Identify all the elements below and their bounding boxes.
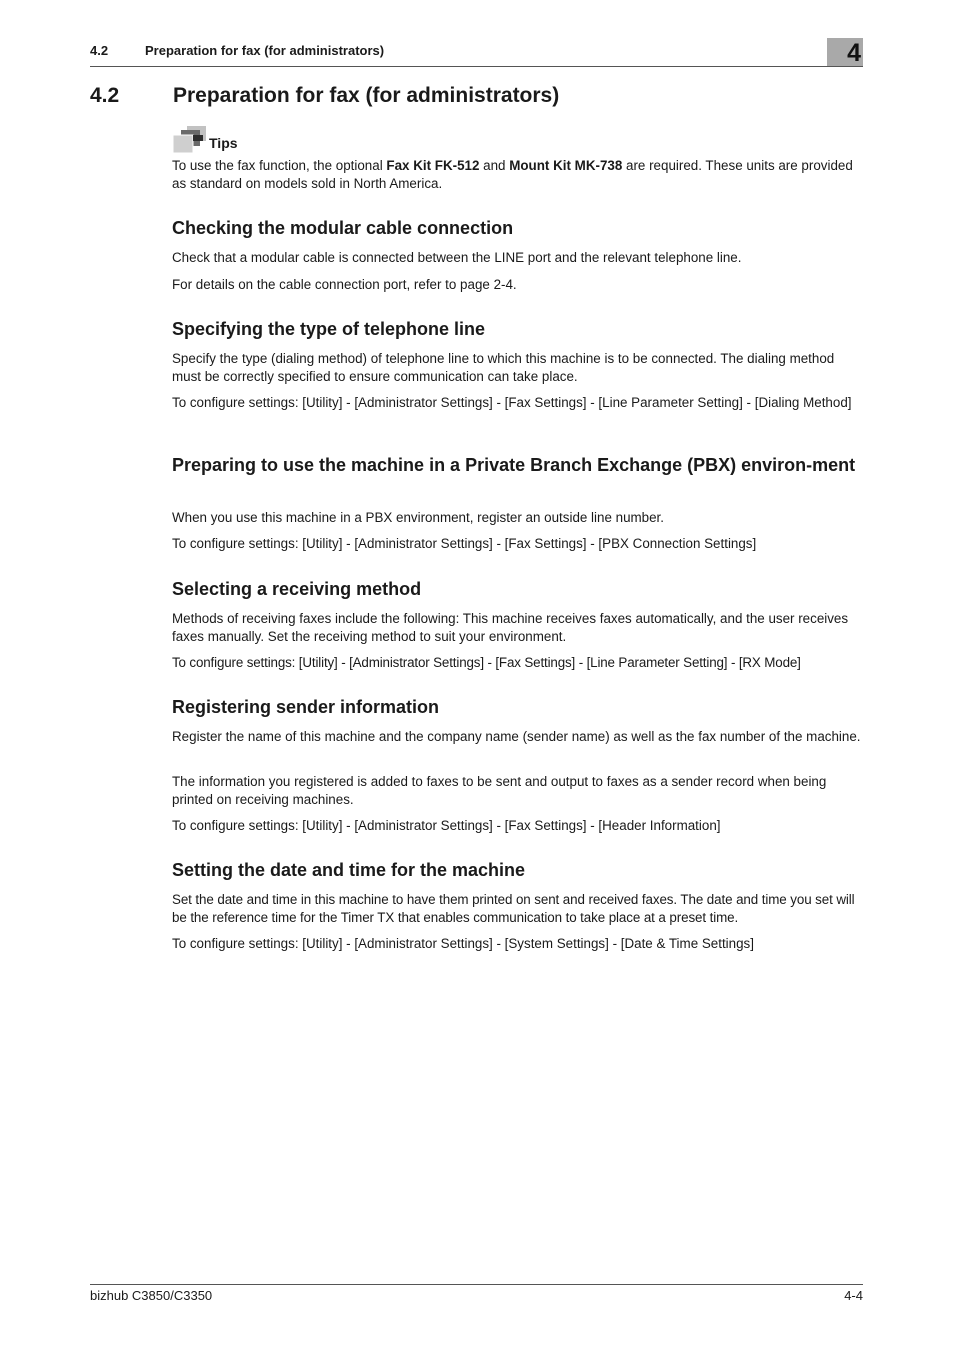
section-pbx <box>172 454 864 477</box>
tips-text <box>172 157 864 193</box>
section-paragraph-wrap <box>172 509 864 527</box>
mount-kit-name: Mount Kit MK-738 <box>509 158 623 173</box>
section-modular-cable <box>172 217 864 240</box>
section-paragraph-wrap <box>172 891 864 927</box>
tips-text-part: and <box>479 158 510 173</box>
section-sender-info <box>172 696 864 719</box>
section-date-time <box>172 859 864 882</box>
section-paragraph-wrap <box>172 610 864 646</box>
section-heading: Setting the date and time for the machine <box>172 860 526 880</box>
section-receiving-method <box>172 578 864 601</box>
section-paragraph: Specify the type (dialing method) of telephone line to which this machine is to be connected. The dialing method must be correctly specified to ensure communication can take place. <box>172 351 835 384</box>
section-paragraph-wrap <box>172 773 864 809</box>
section-paragraph-wrap <box>172 276 864 294</box>
section-paragraph: Set the date and time in this machine to have them printed on sent and received faxes. The date and time you set will be the reference time for the Timer TX that enables communication to take place at a preset time. <box>172 892 855 925</box>
tips-icon <box>172 126 208 154</box>
header-section-number: 4.2 <box>90 43 109 58</box>
section-telephone-line <box>172 318 864 341</box>
page-title <box>90 84 559 108</box>
section-heading: Checking the modular cable connection <box>172 218 514 238</box>
page-title-number: 4.2 <box>90 84 120 107</box>
section-paragraph: To configure settings: [Utility] - [Administrator Settings] - [System Settings] - [Date & Time Settings] <box>172 936 754 951</box>
tips-text-part: To use the fax function, the optional <box>172 158 387 173</box>
section-paragraph-wrap <box>172 935 864 953</box>
section-paragraph: Register the name of this machine and the company name (sender name) as well as the fax number of the machine. <box>172 729 861 744</box>
tips-label: Tips <box>209 135 238 151</box>
section-paragraph-wrap <box>172 654 864 672</box>
section-paragraph: Methods of receiving faxes include the following: This machine receives faxes automatically, and the user receives faxes manually. Set the receiving method to suit your environment. <box>172 611 849 644</box>
section-paragraph-wrap <box>172 394 864 412</box>
page-footer <box>90 1284 863 1303</box>
header-section-title: Preparation for fax (for administrators) <box>145 43 385 58</box>
section-heading: Registering sender information <box>172 697 440 717</box>
page-title-text: Preparation for fax (for administrators) <box>173 84 560 107</box>
chapter-tab: 4 <box>827 38 863 66</box>
section-paragraph: Check that a modular cable is connected between the LINE port and the relevant telephone line. <box>172 250 742 265</box>
section-paragraph: To configure settings: [Utility] - [Administrator Settings] - [Fax Settings] - [Header Information] <box>172 818 721 833</box>
footer-product: bizhub C3850/C3350 <box>90 1288 213 1303</box>
footer-page-number: 4-4 <box>844 1288 863 1303</box>
section-heading: Preparing to use the machine in a Private Branch Exchange (PBX) environ-ment <box>172 455 856 475</box>
section-paragraph: To configure settings: [Utility] - [Administrator Settings] - [Fax Settings] - [Line Parameter Setting] - [RX Mode] <box>172 655 801 670</box>
section-paragraph: To configure settings: [Utility] - [Administrator Settings] - [Fax Settings] - [PBX Connection Settings] <box>172 536 757 551</box>
tips-text-part: are required. These units are provided as standard on models sold in North America. <box>172 158 853 191</box>
tips-paragraph <box>172 157 864 193</box>
section-heading: Selecting a receiving method <box>172 579 422 599</box>
section-paragraph-wrap <box>172 350 864 386</box>
running-header <box>90 39 863 67</box>
fax-kit-name: Fax Kit FK-512 <box>386 158 480 173</box>
section-paragraph-wrap <box>172 817 864 835</box>
section-paragraph: When you use this machine in a PBX environment, register an outside line number. <box>172 510 665 525</box>
section-paragraph: To configure settings: [Utility] - [Administrator Settings] - [Fax Settings] - [Line Parameter Setting] - [Dialing Method] <box>172 395 852 410</box>
section-paragraph-wrap <box>172 535 864 553</box>
section-paragraph: The information you registered is added to faxes to be sent and output to faxes as a sender record when being printed on receiving machines. <box>172 774 827 807</box>
section-paragraph-wrap <box>172 249 864 267</box>
section-heading: Specifying the type of telephone line <box>172 319 486 339</box>
section-paragraph: For details on the cable connection port, refer to page 2-4. <box>172 277 517 292</box>
section-paragraph-wrap <box>172 728 864 746</box>
